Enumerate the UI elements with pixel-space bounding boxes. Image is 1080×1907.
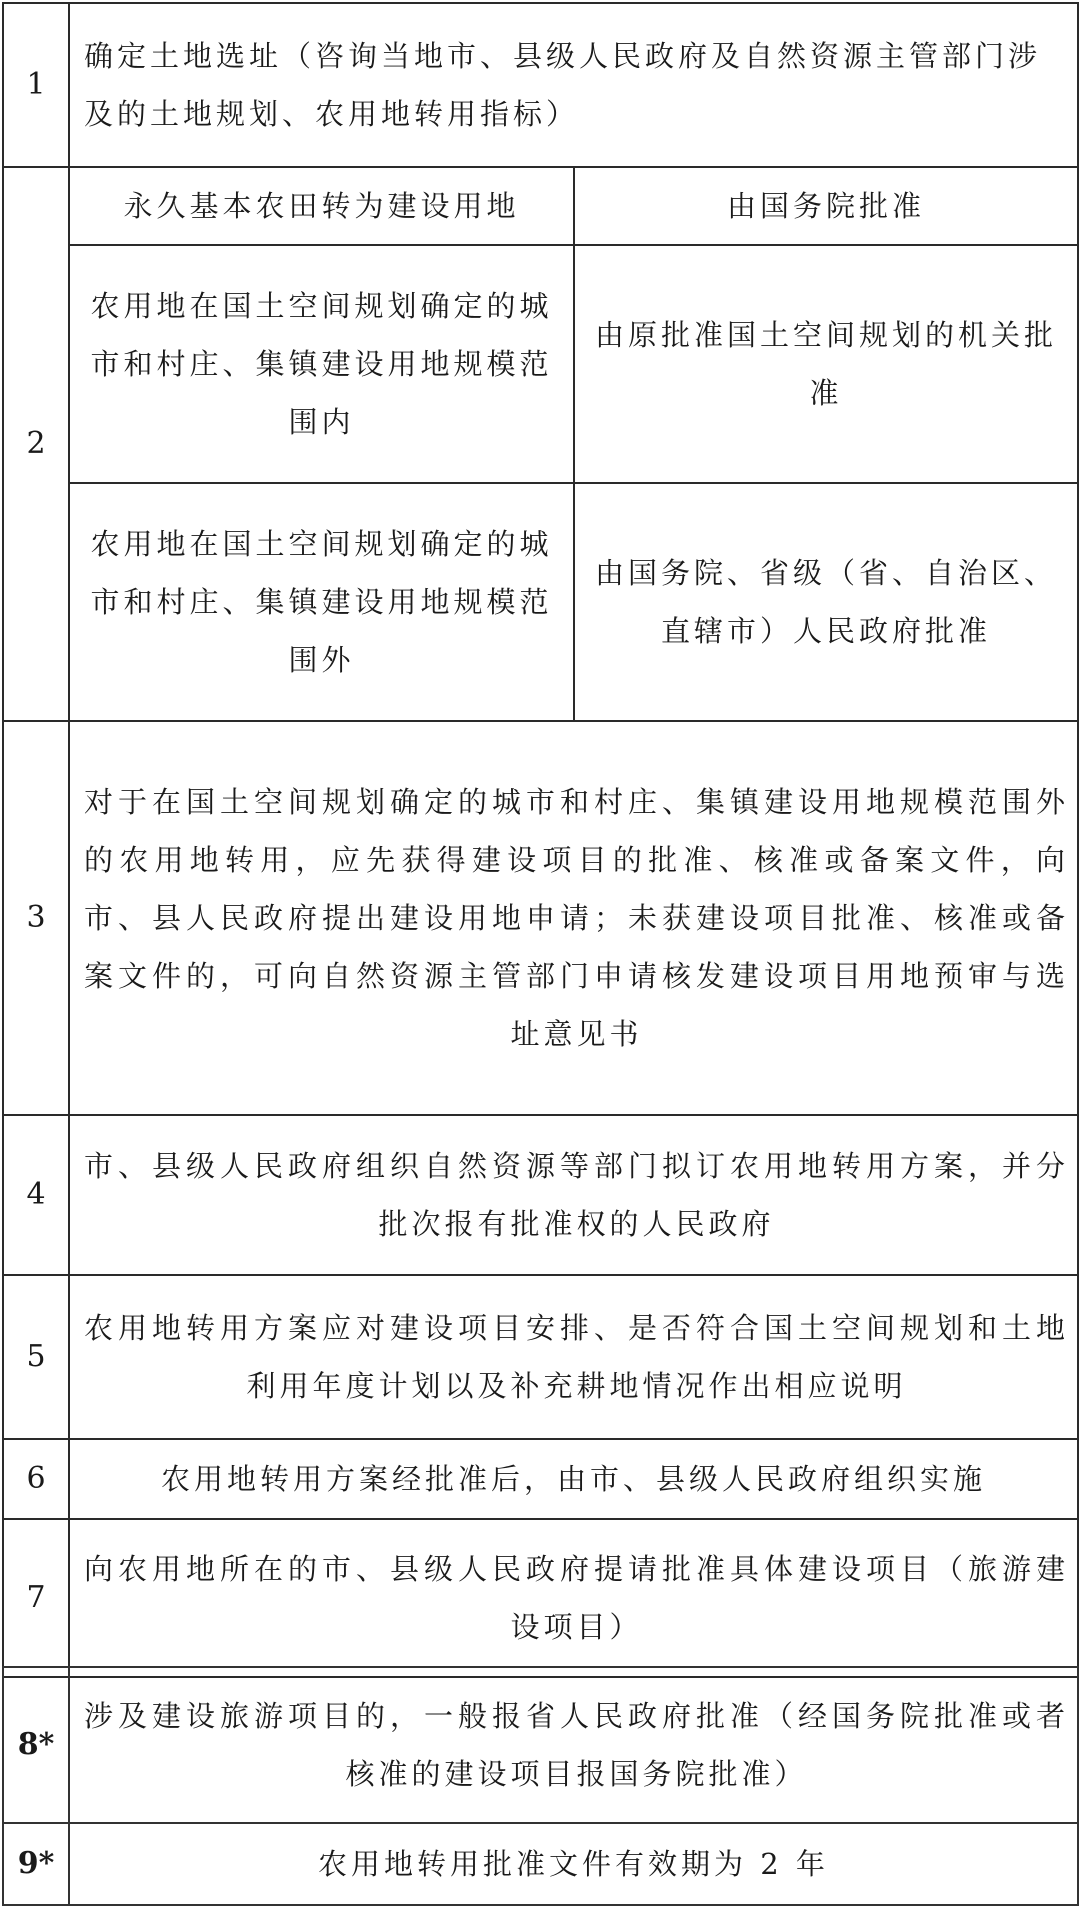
row-text: 农用地转用方案应对建设项目安排、是否符合国土空间规划和土地利用年度计划以及补充耕地情况作出相应说明: [69, 1275, 1078, 1439]
authority-cell: 由原批准国土空间规划的机关批准: [574, 245, 1078, 483]
row-number: 9*: [3, 1823, 69, 1905]
row-text: 向农用地所在的市、县级人民政府提请批准具体建设项目（旅游建设项目）: [69, 1519, 1078, 1677]
row-number: 5: [3, 1275, 69, 1439]
table-row: [3, 1823, 1078, 1905]
row-text: 确定土地选址（咨询当地市、县级人民政府及自然资源主管部门涉及的土地规划、农用地转用指标）: [69, 3, 1078, 167]
authority-cell: 由国务院、省级（省、自治区、直辖市）人民政府批准: [574, 483, 1078, 721]
row-number: 8*: [3, 1667, 69, 1823]
condition-cell: 农用地在国土空间规划确定的城市和村庄、集镇建设用地规模范围外: [69, 483, 574, 721]
row-number: 1: [3, 3, 69, 167]
supplementary-table: [2, 1666, 1079, 1906]
row-text: 涉及建设旅游项目的，一般报省人民政府批准（经国务院批准或者核准的建设项目报国务院批准）: [69, 1667, 1078, 1823]
row-text: 农用地转用批准文件有效期为 2 年: [69, 1823, 1078, 1905]
table-row: [3, 1519, 1078, 1677]
table-row: [3, 1115, 1078, 1275]
table-row: [3, 1275, 1078, 1439]
table-row: [3, 245, 1078, 483]
row-number: 4: [3, 1115, 69, 1275]
table-row: [3, 483, 1078, 721]
authority-cell: 由国务院批准: [574, 167, 1078, 245]
table-row: [3, 3, 1078, 167]
row-number: 3: [3, 721, 69, 1115]
row-number: 2: [3, 167, 69, 721]
table-row: [3, 721, 1078, 1115]
condition-cell: 永久基本农田转为建设用地: [69, 167, 574, 245]
table-row: [3, 167, 1078, 245]
condition-cell: 农用地在国土空间规划确定的城市和村庄、集镇建设用地规模范围内: [69, 245, 574, 483]
land-use-approval-table: [2, 2, 1079, 1678]
row-number: 6: [3, 1439, 69, 1519]
row-number: 7: [3, 1519, 69, 1677]
row-text: 市、县级人民政府组织自然资源等部门拟订农用地转用方案，并分批次报有批准权的人民政府: [69, 1115, 1078, 1275]
row-text: 对于在国土空间规划确定的城市和村庄、集镇建设用地规模范围外的农用地转用，应先获得建设项目的批准、核准或备案文件，向市、县人民政府提出建设用地申请；未获建设项目批准、核准或备案文件的，可向自然资源主管部门申请核发建设项目用地预审与选址意见书: [69, 721, 1078, 1115]
table-row: [3, 1667, 1078, 1823]
row-text: 农用地转用方案经批准后，由市、县级人民政府组织实施: [69, 1439, 1078, 1519]
table-row: [3, 1439, 1078, 1519]
